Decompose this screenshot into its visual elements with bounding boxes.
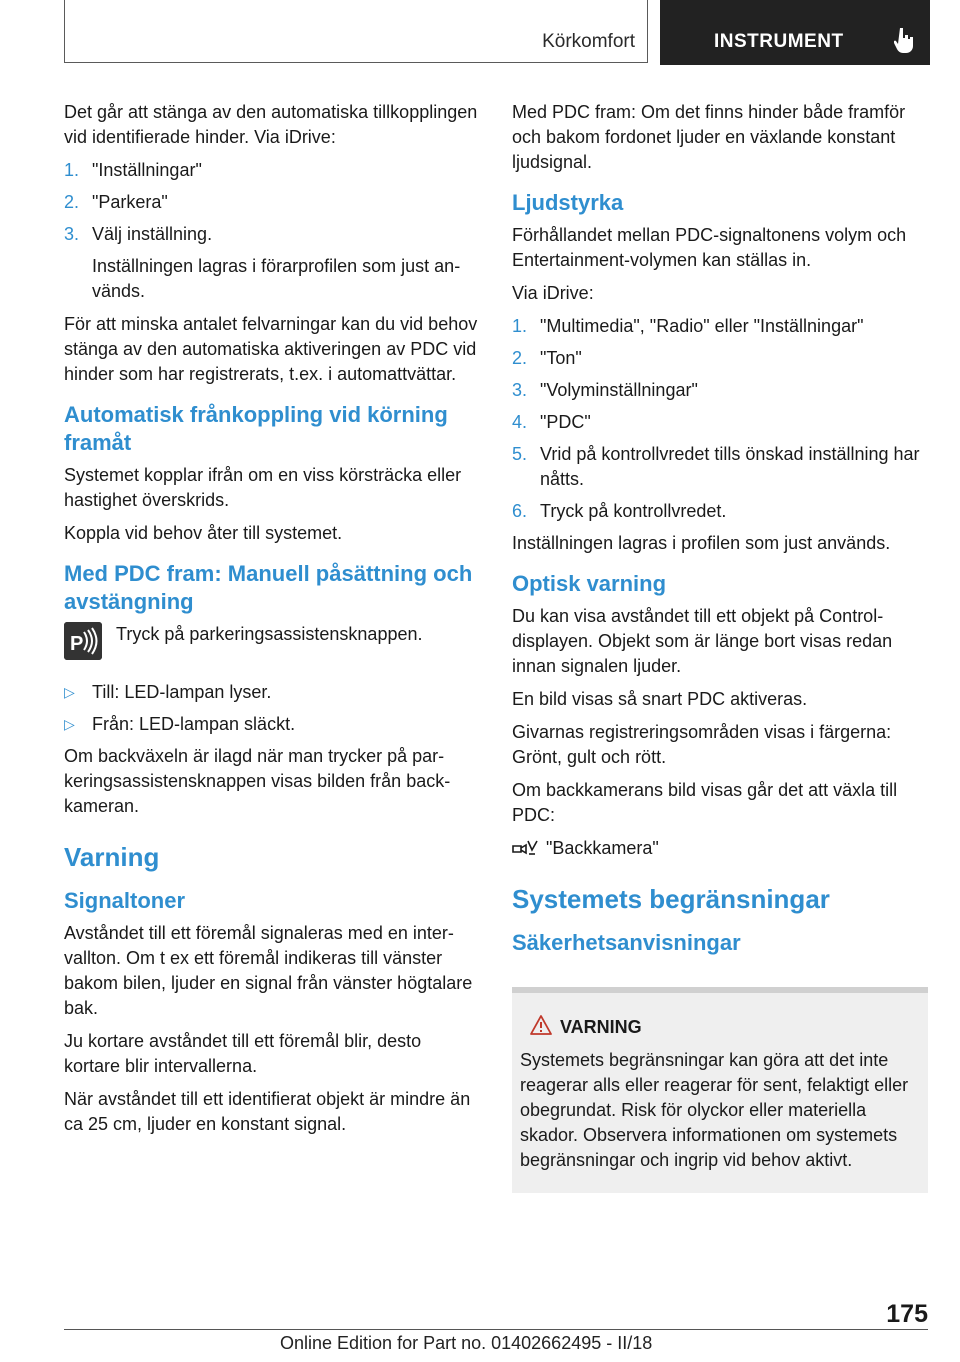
volume-paragraph-3: Inställningen lagras i profilen som just används. (512, 533, 891, 553)
warning-triangle-icon (530, 1015, 552, 1035)
page-number: 175 (886, 1300, 928, 1328)
intro-paragraph: Det går att stänga av den automatiska tillkopplingen vid identifierade hinder. Via iDrive: (64, 102, 478, 147)
step-text: "PDC" (540, 412, 591, 432)
list-item (512, 499, 928, 524)
signal-paragraph-1: Avståndet till ett föremål signaleras med en intervallton. Om t ex ett föremål indikeras till vänster bakom bilen, ljuder en signal från vänster högtalare bak. (64, 923, 473, 1018)
header-section-title: Körkomfort (542, 31, 635, 52)
step-number: 3. (64, 224, 80, 244)
list-item (512, 346, 928, 371)
triangle-bullet-icon: ▷ (64, 716, 75, 732)
step-number: 3. (512, 380, 528, 400)
bullet-text: Till: LED-lampan lyser. (92, 682, 272, 702)
heading-system-limits: Systemets begränsningar (512, 884, 830, 914)
signal-paragraph-2: Ju kortare avståndet till ett föremål blir, desto kortare blir intervallerna. (64, 1031, 422, 1076)
hand-pointer-icon (894, 26, 916, 54)
list-item (512, 410, 928, 435)
heading-volume: Ljudstyrka (512, 190, 624, 215)
camera-icon (512, 840, 538, 858)
list-item (64, 158, 480, 183)
parking-assist-button-icon (64, 622, 102, 660)
step-text: "Volyminställningar" (540, 380, 698, 400)
step-text: "Ton" (540, 348, 582, 368)
list-item (64, 712, 480, 737)
list-item (64, 222, 480, 247)
led-status-list (64, 680, 480, 737)
press-button-row (64, 622, 480, 666)
step-text: "Parkera" (92, 192, 168, 212)
false-warning-paragraph: För att minska antalet felvarningar kan du vid behov stänga av den automatiska aktiveringen av PDC vid hinder som har registrerats, t.ex. i automattvättar. (64, 314, 478, 384)
heading-auto-disconnect: Automatisk frånkoppling vid körning framåt (64, 402, 448, 455)
triangle-bullet-icon: ▷ (64, 684, 75, 700)
backup-camera-row (512, 836, 928, 861)
step-number: 4. (512, 412, 528, 432)
header-section-box (64, 0, 648, 63)
optical-paragraph-1: Du kan visa avståndet till ett objekt på Control-displayen. Objekt som är länge bort visas redan innan signalen ljuder. (512, 606, 893, 676)
step-text: Tryck på kontrollvredet. (540, 501, 727, 521)
optical-paragraph-3: Givarnas registreringsområden visas i färgerna: Grönt, gult och rött. (512, 722, 892, 767)
list-item (512, 314, 928, 339)
optical-paragraph-4: Om backkamerans bild visas går det att växla till PDC: (512, 780, 898, 825)
step-text: Vrid på kontrollvredet tills önskad inställning har nåtts. (540, 444, 920, 489)
auto-paragraph-2: Koppla vid behov åter till systemet. (64, 523, 343, 543)
backup-camera-label: "Backkamera" (546, 838, 659, 858)
volume-steps-list (512, 314, 928, 524)
optical-paragraph-2: En bild visas så snart PDC aktiveras. (512, 689, 808, 709)
edition-info: Online Edition for Part no. 01402662495 - II/18 (280, 1333, 653, 1353)
warning-text: Systemets begränsningar kan göra att det inte reagerar alls eller reagerar för sent, felaktigt eller obegrundat. Risk för olyckor eller materiella skador. Observera informationen om systemets begränsningar och ingrip vid behov aktivt. (520, 1050, 909, 1170)
footer-divider (64, 1329, 928, 1330)
right-column (512, 100, 928, 1193)
volume-paragraph-1: Förhållandet mellan PDC-signaltonens volym och Entertainment-volymen kan ställas in. (512, 225, 907, 270)
header-chapter-tab (660, 0, 930, 65)
bullet-text: Från: LED-lampan släckt. (92, 714, 296, 734)
list-item (64, 190, 480, 215)
step-text: Välj inställning. (92, 224, 213, 244)
pdc-front-paragraph: Med PDC fram: Om det finns hinder både framför och bakom fordonet ljuder en växlande konstant ljudsignal. (512, 102, 906, 172)
warning-box (512, 987, 928, 1193)
heading-warning: Varning (64, 842, 160, 872)
step-number: 1. (64, 160, 80, 180)
warning-header (520, 1015, 920, 1040)
step-text: "Inställningar" (92, 160, 202, 180)
step-number: 6. (512, 501, 528, 521)
step-note: Inställningen lagras i förarprofilen som just används. (92, 256, 461, 301)
list-item (64, 680, 480, 705)
reverse-gear-paragraph: Om backväxeln är ilagd när man trycker på parkeringsassistensknappen visas bilden från backkameran. (64, 746, 451, 816)
svg-text:P: P (70, 633, 84, 655)
list-item (512, 378, 928, 403)
disable-steps-list (64, 158, 480, 247)
warning-title: VARNING (560, 1017, 642, 1037)
step-text: "Multimedia", "Radio" eller "Inställningar" (540, 316, 864, 336)
step-number: 5. (512, 444, 528, 464)
list-item (512, 442, 928, 492)
signal-paragraph-3: När avståndet till ett identifierat objekt är mindre än ca 25 cm, ljuder en konstant signal. (64, 1089, 471, 1134)
header-chapter-title: INSTRUMENT (714, 31, 844, 52)
heading-signal-tones: Signaltoner (64, 888, 186, 913)
heading-safety-notes: Säkerhetsanvisningar (512, 930, 741, 955)
step-number: 2. (512, 348, 528, 368)
left-column (64, 100, 480, 1145)
press-instruction: Tryck på parkeringsassistensknappen. (116, 624, 423, 644)
volume-paragraph-2: Via iDrive: (512, 283, 594, 303)
auto-paragraph-1: Systemet kopplar ifrån om en viss körsträcka eller hastighet överskrids. (64, 465, 462, 510)
step-number: 2. (64, 192, 80, 212)
heading-optical-warning: Optisk varning (512, 571, 667, 596)
step-number: 1. (512, 316, 528, 336)
heading-manual-toggle: Med PDC fram: Manuell påsättning och avstängning (64, 561, 473, 614)
